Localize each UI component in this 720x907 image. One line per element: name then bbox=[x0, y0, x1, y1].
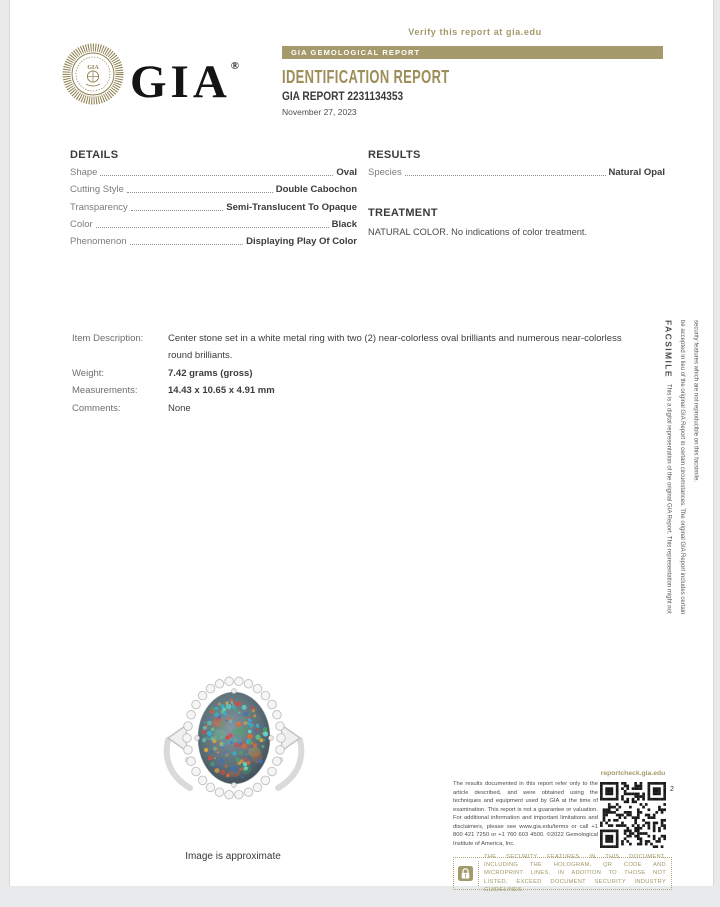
lock-icon bbox=[458, 866, 473, 881]
dotted-leader bbox=[131, 210, 224, 211]
security-text: THE SECURITY FEATURES IN THIS DOCUMENT, INCLUDING THE HOLOGRAM, QR CODE AND MICROPRINT LINES, IN ADDITION TO THOSE NOT LISTED, EXCEED DOCUMENT SECURITY INDUSTRY GUIDELINES. bbox=[484, 854, 666, 893]
dotted-leader bbox=[96, 227, 329, 228]
ring-photo bbox=[158, 658, 310, 816]
spec-value: Displaying Play Of Color bbox=[246, 235, 357, 247]
verify-link[interactable]: Verify this report at gia.edu bbox=[408, 27, 542, 37]
spec-label: Color bbox=[70, 218, 93, 230]
item-value: 14.43 x 10.65 x 4.91 mm bbox=[168, 385, 275, 397]
item-row-comments bbox=[72, 400, 640, 417]
dotted-leader bbox=[127, 192, 273, 193]
spec-value: Semi-Translucent To Opaque bbox=[226, 201, 357, 213]
spec-row-color bbox=[70, 213, 357, 230]
spec-value: Black bbox=[331, 218, 357, 230]
reportcheck-link[interactable]: reportcheck.gia.edu bbox=[600, 770, 666, 777]
registered-mark: ® bbox=[230, 60, 240, 72]
spec-row-transparency bbox=[70, 195, 357, 212]
facsimile-heading: FACSIMILE bbox=[663, 320, 674, 378]
qr-page-number: 2 bbox=[670, 786, 674, 793]
item-details-section bbox=[72, 330, 640, 417]
spec-label: Cutting Style bbox=[70, 184, 124, 196]
dotted-leader bbox=[405, 175, 606, 176]
spec-label: Transparency bbox=[70, 201, 128, 213]
spec-label: Phenomenon bbox=[70, 235, 127, 247]
item-value: 7.42 grams (gross) bbox=[168, 367, 253, 379]
report-number: GIA REPORT 2231134353 bbox=[282, 91, 404, 103]
results-section bbox=[368, 161, 665, 178]
spec-label: Species bbox=[368, 167, 402, 179]
treatment-heading: TREATMENT bbox=[368, 207, 438, 219]
spec-label: Shape bbox=[70, 167, 98, 179]
spec-row-cutting-style bbox=[70, 178, 357, 195]
spec-value: Natural Opal bbox=[608, 167, 665, 179]
footer-disclaimer: The results documented in this report refer only to the article described, and were obtained using the techniques and equipment used by GIA at the time of examination. This report is not a guarantee or valuation. For additional information and important limitations and disclaimers, please see www.gia.edu/terms or call +1 800 421 7250 or +1 760 603 4500. ©2022 Gemological Institute of America, Inc. bbox=[453, 781, 598, 847]
spec-row-phenomenon bbox=[70, 230, 357, 247]
gia-seal-icon bbox=[62, 43, 124, 105]
report-title: IDENTIFICATION REPORT bbox=[282, 66, 450, 87]
item-label: Measurements: bbox=[72, 385, 138, 397]
item-label: Comments: bbox=[72, 402, 121, 414]
security-notice bbox=[453, 854, 672, 893]
spec-value: Double Cabochon bbox=[275, 184, 357, 196]
item-value: Center stone set in a white metal ring with two (2) near-colorless oval brilliants and numerous near-colorless round brilliants. bbox=[168, 333, 622, 362]
item-label: Item Description: bbox=[72, 333, 144, 344]
spec-value: Oval bbox=[336, 167, 357, 179]
report-type-banner: GIA GEMOLOGICAL REPORT bbox=[282, 46, 663, 59]
item-row-measurements bbox=[72, 382, 640, 399]
spec-row-shape bbox=[70, 161, 357, 178]
details-heading: DETAILS bbox=[70, 149, 119, 161]
dotted-leader bbox=[100, 175, 333, 176]
item-row-weight bbox=[72, 365, 640, 382]
gia-wordmark: GIA bbox=[130, 56, 231, 108]
treatment-text: NATURAL COLOR. No indications of color treatment. bbox=[368, 227, 588, 237]
qr-code bbox=[600, 782, 666, 848]
svg-text:GIA: GIA bbox=[87, 65, 99, 71]
item-label: Weight: bbox=[72, 367, 105, 379]
spec-row-species bbox=[368, 161, 665, 178]
report-page bbox=[9, 0, 714, 893]
facsimile-sidebar bbox=[661, 320, 705, 618]
gia-logo bbox=[62, 42, 242, 106]
facsimile-text: This is a digital representation of the original GIA Report. This representation might not be accepted in lieu of the original GIA Report in certain circumstances. The original GIA Report includes certain security features which are not reproducible on this facsimile. bbox=[665, 320, 699, 615]
results-heading: RESULTS bbox=[368, 149, 421, 161]
security-divider bbox=[478, 861, 479, 886]
item-value: None bbox=[168, 402, 191, 414]
photo-caption: Image is approximate bbox=[185, 851, 281, 862]
dotted-leader bbox=[130, 244, 244, 245]
item-row-description bbox=[72, 330, 640, 365]
gia-logotype bbox=[130, 36, 239, 112]
details-section bbox=[70, 161, 357, 247]
report-date: November 27, 2023 bbox=[282, 107, 357, 117]
